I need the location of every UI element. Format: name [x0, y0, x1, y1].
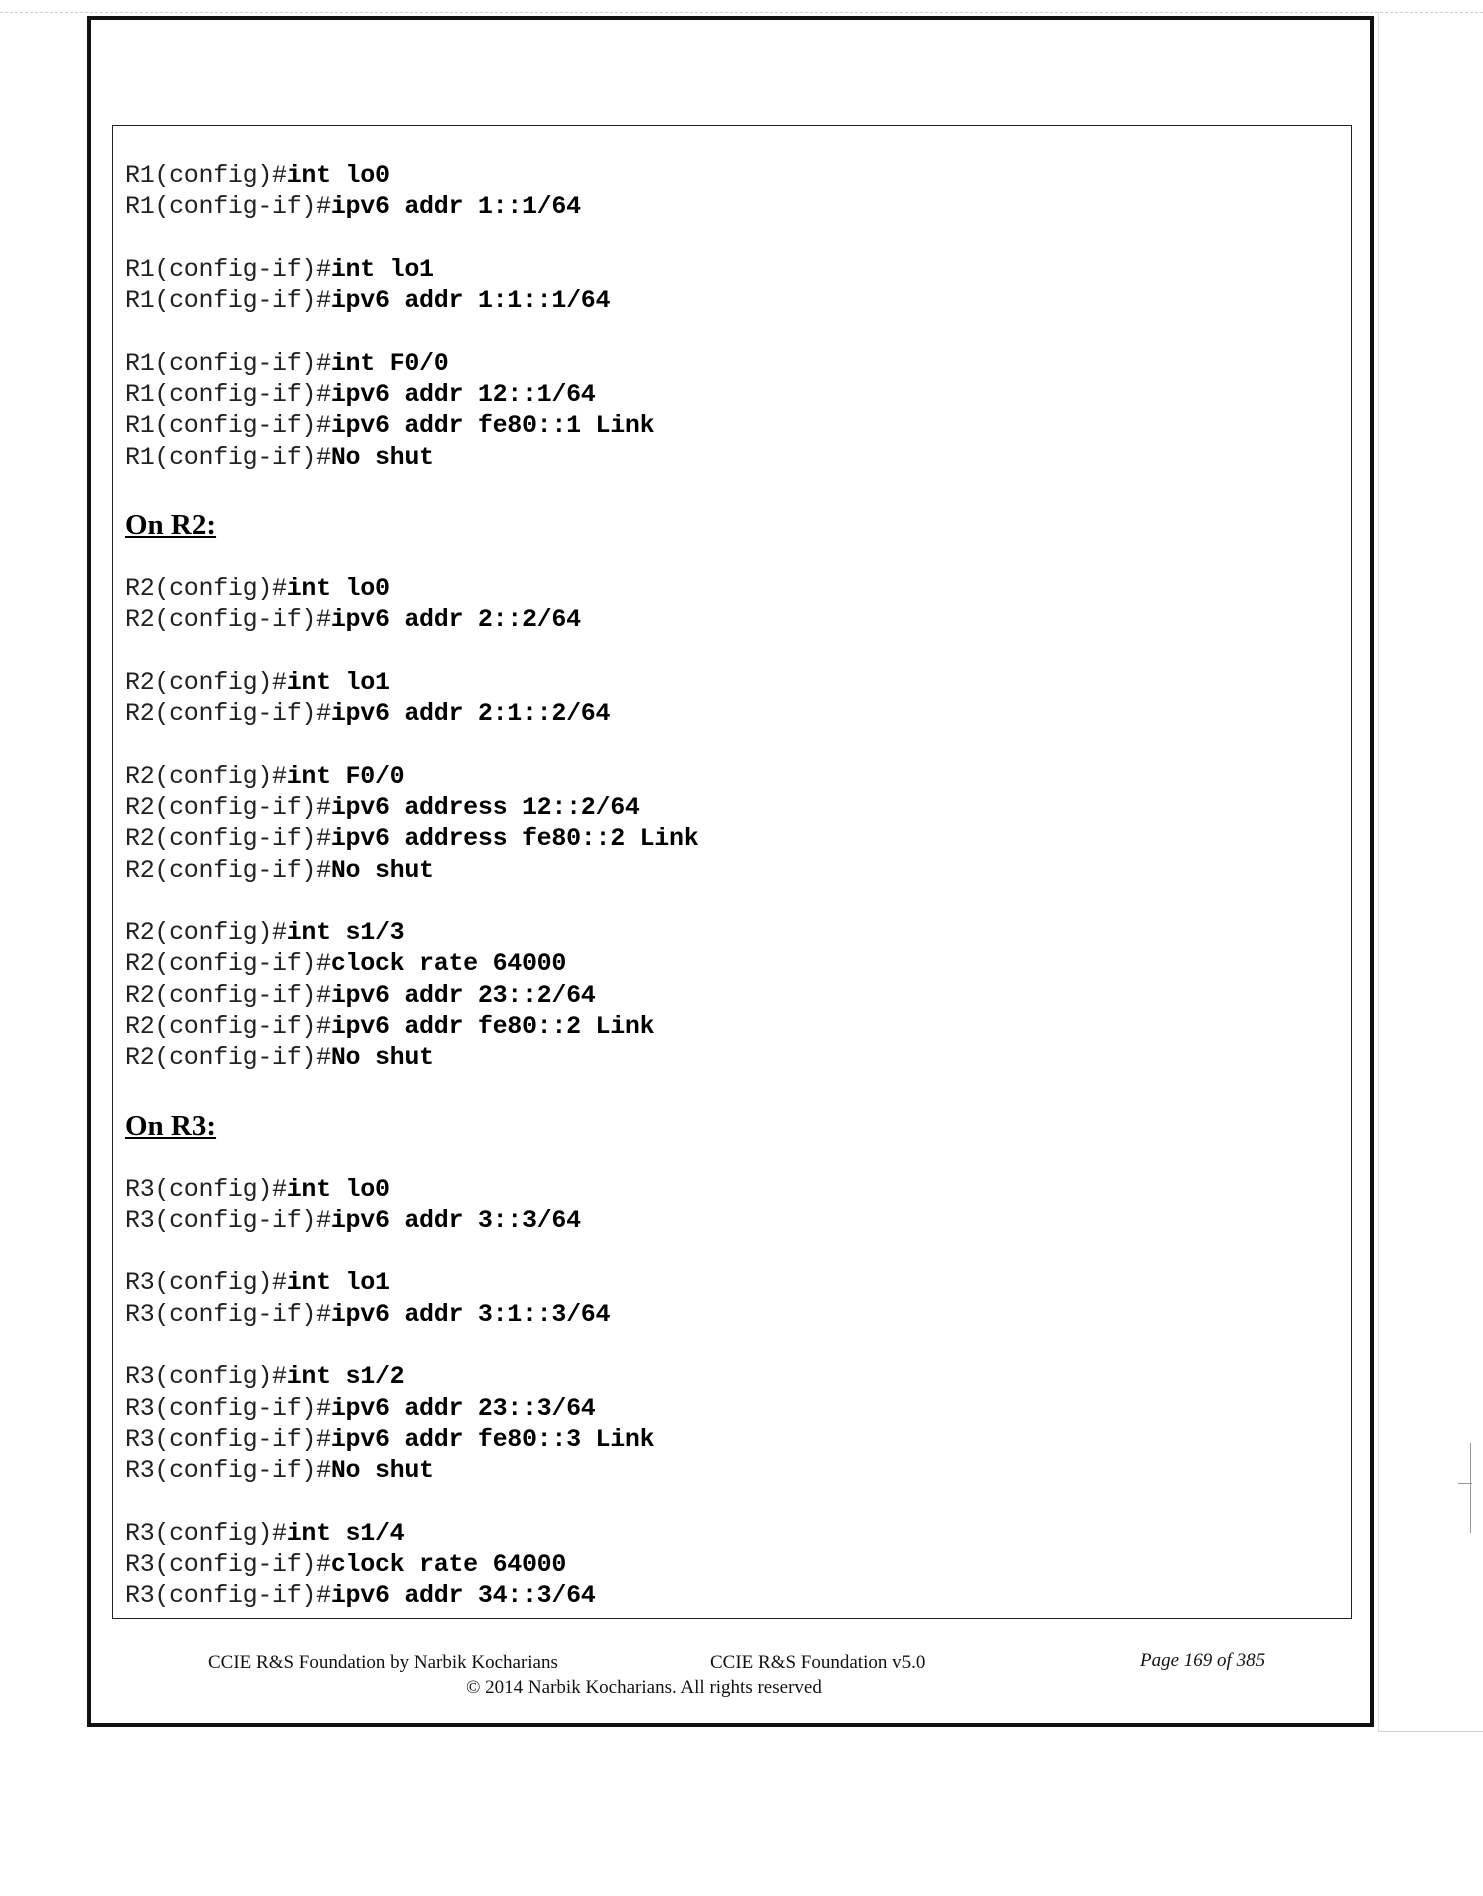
cli-prompt: R3(config)#: [125, 1362, 287, 1392]
blank-line: [125, 886, 1351, 917]
cli-prompt: R3(config-if)#: [125, 1550, 331, 1580]
section-heading: On R2:: [125, 509, 217, 542]
scan-edge-bottom: [1378, 1731, 1483, 1732]
code-line: [125, 917, 1351, 948]
scan-edge-top: [0, 12, 1483, 13]
cli-prompt: R3(config-if)#: [125, 1456, 331, 1486]
code-line: [125, 1299, 1351, 1330]
cli-prompt: R2(config-if)#: [125, 855, 331, 885]
cli-command: ipv6 addr 1:1::1/64: [330, 286, 611, 316]
footer-version: CCIE R&S Foundation v5.0: [710, 1652, 926, 1673]
cli-command: ipv6 addr fe80::1 Link: [330, 411, 655, 441]
code-line: [125, 948, 1351, 979]
cli-prompt: R2(config-if)#: [125, 949, 331, 979]
code-line: [125, 1361, 1351, 1392]
code-line: [125, 1011, 1351, 1042]
code-line: [125, 254, 1351, 285]
blank-line: [125, 316, 1351, 347]
scan-mark: [1458, 1483, 1472, 1484]
code-line: [125, 1393, 1351, 1424]
cli-prompt: R2(config)#: [125, 761, 287, 791]
cli-prompt: R3(config)#: [125, 1268, 287, 1298]
cli-command: ipv6 addr 23::2/64: [330, 980, 596, 1010]
code-line: [125, 379, 1351, 410]
cli-prompt: R1(config-if)#: [125, 286, 331, 316]
cli-command: ipv6 addr 1::1/64: [330, 192, 581, 222]
cli-prompt: R3(config-if)#: [125, 1299, 331, 1329]
blank-line: [125, 542, 1351, 573]
cli-command: ipv6 addr fe80::2 Link: [330, 1012, 655, 1042]
code-line: [125, 1580, 1351, 1611]
code-line: [125, 698, 1351, 729]
code-line: [125, 1042, 1351, 1073]
blank-line: [125, 1142, 1351, 1173]
cli-prompt: R1(config-if)#: [125, 254, 331, 284]
code-line: [125, 573, 1351, 604]
cli-prompt: R3(config-if)#: [125, 1205, 331, 1235]
cli-command: ipv6 addr 2::2/64: [330, 605, 581, 635]
cli-command: ipv6 address 12::2/64: [330, 792, 640, 822]
footer-copyright: © 2014 Narbik Kocharians. All rights reserved: [466, 1677, 822, 1698]
cli-prompt: R1(config-if)#: [125, 411, 331, 441]
cli-prompt: R3(config)#: [125, 1174, 287, 1204]
code-line: [125, 1424, 1351, 1455]
code-line: [125, 823, 1351, 854]
code-line: [125, 348, 1351, 379]
cli-prompt: R1(config-if)#: [125, 380, 331, 410]
code-line: [125, 1267, 1351, 1298]
blank-line: [125, 1236, 1351, 1267]
section-heading: On R3:: [125, 1109, 217, 1142]
code-line: [125, 667, 1351, 698]
cli-command: ipv6 addr 2:1::2/64: [330, 699, 611, 729]
cli-prompt: R2(config-if)#: [125, 792, 331, 822]
cli-prompt: R1(config-if)#: [125, 348, 331, 378]
code-line: [125, 442, 1351, 473]
scan-mark: [1470, 1443, 1471, 1533]
cli-command: ipv6 addr 34::3/64: [330, 1581, 596, 1611]
cli-command: No shut: [330, 1043, 434, 1073]
code-line: [125, 1455, 1351, 1486]
cli-prompt: R2(config-if)#: [125, 699, 331, 729]
page-number: Page 169 of 385: [1140, 1650, 1266, 1671]
cli-prompt: R2(config-if)#: [125, 1043, 331, 1073]
cli-prompt: R3(config-if)#: [125, 1581, 331, 1611]
blank-line: [125, 473, 1351, 504]
blank-line: [125, 223, 1351, 254]
cli-command: ipv6 addr 3:1::3/64: [330, 1299, 611, 1329]
cli-prompt: R2(config-if)#: [125, 605, 331, 635]
scan-edge-right: [1378, 12, 1379, 1732]
code-line: [125, 1205, 1351, 1236]
page-footer: [112, 1646, 1352, 1706]
cli-command: int lo1: [330, 254, 434, 284]
cli-prompt: R2(config)#: [125, 667, 287, 697]
cli-command: int lo1: [286, 1268, 390, 1298]
blank-line: [125, 635, 1351, 666]
code-line: [125, 855, 1351, 886]
cli-command: clock rate 64000: [330, 949, 567, 979]
cli-prompt: R1(config)#: [125, 161, 287, 190]
cli-prompt: R2(config-if)#: [125, 1012, 331, 1042]
cli-command: ipv6 addr fe80::3 Link: [330, 1424, 655, 1454]
cli-prompt: R2(config-if)#: [125, 980, 331, 1010]
code-line: [125, 160, 1351, 191]
code-line: [125, 604, 1351, 635]
code-line: [125, 1549, 1351, 1580]
code-line: [125, 285, 1351, 316]
code-line: [125, 1518, 1351, 1549]
cli-prompt: R2(config-if)#: [125, 824, 331, 854]
footer-book-title: CCIE R&S Foundation by Narbik Kocharians: [208, 1652, 558, 1673]
cli-command: ipv6 addr 3::3/64: [330, 1205, 581, 1235]
cli-command: int lo0: [286, 573, 390, 603]
cli-prompt: R3(config)#: [125, 1518, 287, 1548]
code-block: [112, 125, 1352, 1619]
cli-command: No shut: [330, 1456, 434, 1486]
cli-command: int s1/2: [286, 1362, 405, 1392]
code-line: [125, 191, 1351, 222]
cli-prompt: R1(config-if)#: [125, 442, 331, 472]
code-line: [125, 980, 1351, 1011]
cli-command: ipv6 addr 12::1/64: [330, 380, 596, 410]
cli-command: int s1/4: [286, 1518, 405, 1548]
blank-line: [125, 729, 1351, 760]
cli-command: int F0/0: [330, 348, 449, 378]
cli-command: clock rate 64000: [330, 1550, 567, 1580]
cli-command: No shut: [330, 855, 434, 885]
cli-command: int lo0: [286, 1174, 390, 1204]
cli-prompt: R2(config)#: [125, 573, 287, 603]
cli-prompt: R3(config-if)#: [125, 1424, 331, 1454]
blank-line: [125, 1486, 1351, 1517]
blank-line: [125, 1330, 1351, 1361]
blank-line: [125, 1074, 1351, 1105]
cli-prompt: R2(config)#: [125, 918, 287, 948]
cli-command: ipv6 addr 23::3/64: [330, 1393, 596, 1423]
code-line: [125, 761, 1351, 792]
cli-prompt: R3(config-if)#: [125, 1393, 331, 1423]
cli-command: int lo0: [286, 161, 390, 190]
cli-command: No shut: [330, 442, 434, 472]
cli-prompt: R1(config-if)#: [125, 192, 331, 222]
cli-command: int s1/3: [286, 918, 405, 948]
code-line: [125, 410, 1351, 441]
code-line: [125, 792, 1351, 823]
code-line: [125, 1174, 1351, 1205]
cli-command: int lo1: [286, 667, 390, 697]
cli-command: int F0/0: [286, 761, 405, 791]
cli-command: ipv6 address fe80::2 Link: [330, 824, 699, 854]
